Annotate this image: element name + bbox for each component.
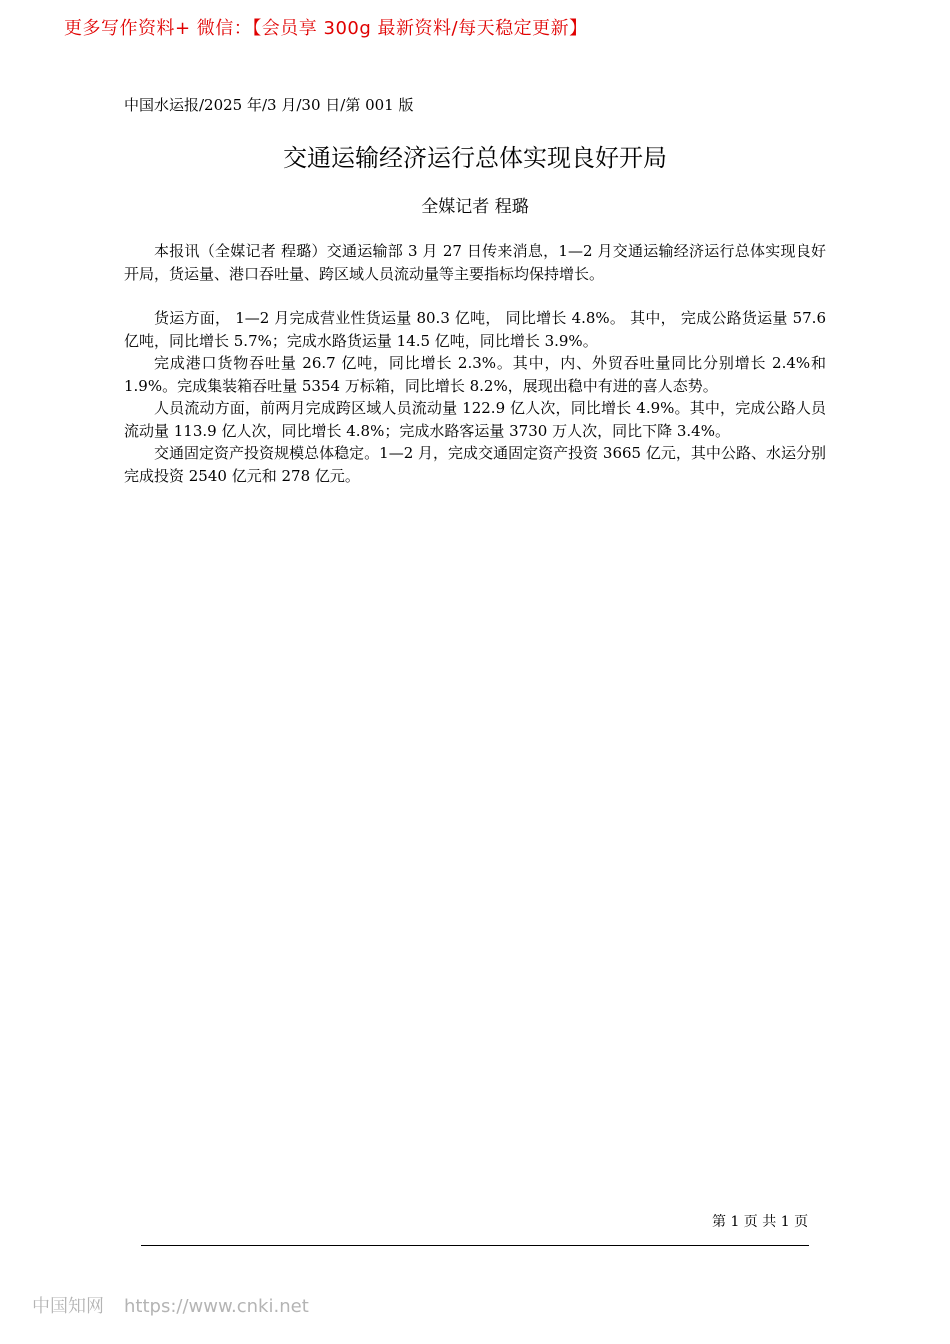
paragraph-investment: 交通固定资产投资规模总体稳定。1—2 月，完成交通固定资产投资 3665 亿元，其中公路、水运分别完成投资 2540 亿元和 278 亿元。: [124, 444, 826, 485]
watermark-url: https://www.cnki.net: [124, 1296, 309, 1317]
byline: 全媒记者 程璐: [421, 197, 529, 217]
article-body: [124, 240, 826, 487]
cnki-watermark: [32, 1292, 309, 1318]
paragraph-lead: 本报讯（全媒记者 程璐）交通运输部 3 月 27 日传来消息，1—2 月交通运输经济运行总体实现良好开局，货运量、港口吞吐量、跨区域人员流动量等主要指标均保持增长。: [124, 242, 826, 283]
paragraph-freight: 货运方面， 1—2 月完成营业性货运量 80.3 亿吨， 同比增长 4.8%。 其中， 完成公路货运量 57.6 亿吨，同比增长 5.7%；完成水路货运量 14.5 亿吨，同比增长 3.9%。: [124, 309, 826, 350]
paragraph-passenger: 人员流动方面，前两月完成跨区域人员流动量 122.9 亿人次，同比增长 4.9%。其中，完成公路人员流动量 113.9 亿人次，同比增长 4.8%；完成水路客运量 3730 万人次，同比下降 3.4%。: [124, 399, 826, 440]
footer-divider: [141, 1245, 809, 1246]
paragraph-port: 完成港口货物吞吐量 26.7 亿吨，同比增长 2.3%。其中，内、外贸吞吐量同比分别增长 2.4%和 1.9%。完成集装箱吞吐量 5354 万标箱，同比增长 8.2%，展现出稳中有进的喜人态势。: [124, 354, 826, 395]
page-counter: 第 1 页 共 1 页: [712, 1214, 809, 1230]
article-title: 交通运输经济运行总体实现良好开局: [283, 144, 667, 172]
source-line: 中国水运报/2025 年/3 月/30 日/第 001 版: [124, 96, 414, 114]
watermark-name: 中国知网: [32, 1296, 104, 1317]
promo-banner: 更多写作资料+ 微信：【会员享 300g 最新资料/每天稳定更新】: [64, 18, 588, 39]
